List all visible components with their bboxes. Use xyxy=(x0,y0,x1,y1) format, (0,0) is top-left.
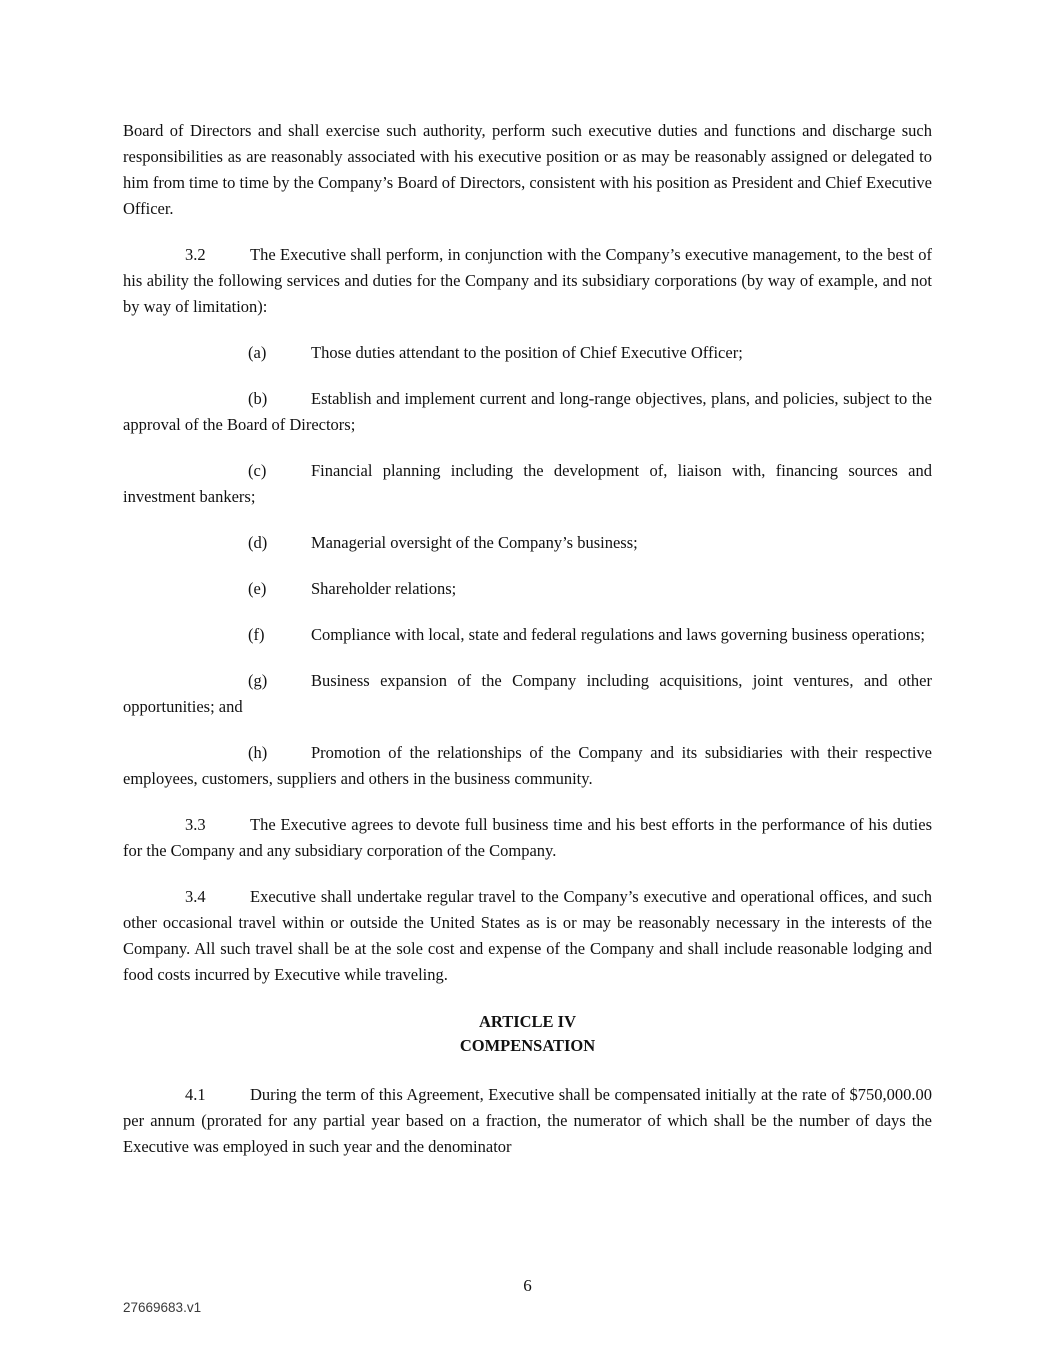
article-heading xyxy=(123,1010,932,1058)
subsection-e-text: Shareholder relations; xyxy=(311,579,457,598)
section-3-3 xyxy=(123,812,932,864)
section-3-3-number: 3.3 xyxy=(185,815,206,834)
subsection-c-text: Financial planning including the development of, liaison with, financing sources and investment bankers; xyxy=(123,461,932,506)
subsection-d-label: (d) xyxy=(248,533,268,552)
section-4-1-text: During the term of this Agreement, Executive shall be compensated initially at the rate of $750,000.00 per annum (prorated for any partial year based on a fraction, the numerator of which shall be the number of days the Executive was employed in such year and the denominator xyxy=(123,1085,932,1156)
section-3-4-number: 3.4 xyxy=(185,887,206,906)
paragraph-continuation: Board of Directors and shall exercise such authority, perform such executive duties and functions and discharge such responsibilities as are reasonably associated with his executive position or as may be reasonably assigned or delegated to him from time to time by the Company’s Board of Directors, consistent with his position as President and Chief Executive Officer. xyxy=(123,121,932,218)
subsection-a-label: (a) xyxy=(248,343,267,362)
subsection-g xyxy=(123,668,932,720)
subsection-b-label: (b) xyxy=(248,389,268,408)
subsection-g-text: Business expansion of the Company including acquisitions, joint ventures, and other opportunities; and xyxy=(123,671,932,716)
section-3-3-text: The Executive agrees to devote full business time and his best efforts in the performance of his duties for the Company and any subsidiary corporation of the Company. xyxy=(123,815,932,860)
footer-document-id: 27669683.v1 xyxy=(123,1300,202,1315)
subsection-h-text: Promotion of the relationships of the Company and its subsidiaries with their respective employees, customers, suppliers and others in the business community. xyxy=(123,743,932,788)
page-number: 6 xyxy=(523,1276,532,1295)
section-3-2-text: The Executive shall perform, in conjunction with the Company’s executive management, to the best of his ability the following services and duties for the Company and its subsidiary corporations (by way of example, and not by way of limitation): xyxy=(123,245,932,316)
subsection-c xyxy=(123,458,932,510)
article-heading-line2: COMPENSATION xyxy=(459,1036,596,1055)
subsection-a-text: Those duties attendant to the position of Chief Executive Officer; xyxy=(311,343,743,362)
section-4-1 xyxy=(123,1082,932,1160)
subsection-e-label: (e) xyxy=(248,579,267,598)
subsection-f-label: (f) xyxy=(248,625,265,644)
section-4-1-number: 4.1 xyxy=(185,1085,206,1104)
subsection-f xyxy=(123,622,932,648)
subsection-h-label: (h) xyxy=(248,743,268,762)
article-heading-line1: ARTICLE IV xyxy=(478,1012,577,1031)
subsection-e xyxy=(123,576,932,602)
subsection-b-text: Establish and implement current and long-range objectives, plans, and policies, subject to the approval of the Board of Directors; xyxy=(123,389,932,434)
subsection-b xyxy=(123,386,932,438)
subsection-c-label: (c) xyxy=(248,461,267,480)
subsection-d xyxy=(123,530,932,556)
subsection-f-text: Compliance with local, state and federal regulations and laws governing business operations; xyxy=(311,625,926,644)
document-body xyxy=(123,118,932,1180)
subsection-a xyxy=(123,340,932,366)
subsection-g-label: (g) xyxy=(248,671,268,690)
section-3-4 xyxy=(123,884,932,988)
section-3-2 xyxy=(123,242,932,320)
section-3-4-text: Executive shall undertake regular travel to the Company’s executive and operational offices, and such other occasional travel within or outside the United States as is or may be reasonably necessary in the interests of the Company. All such travel shall be at the sole cost and expense of the Company and shall include reasonable lodging and food costs incurred by Executive while traveling. xyxy=(123,887,932,984)
section-3-2-number: 3.2 xyxy=(185,245,206,264)
subsection-h xyxy=(123,740,932,792)
subsection-d-text: Managerial oversight of the Company’s business; xyxy=(311,533,638,552)
